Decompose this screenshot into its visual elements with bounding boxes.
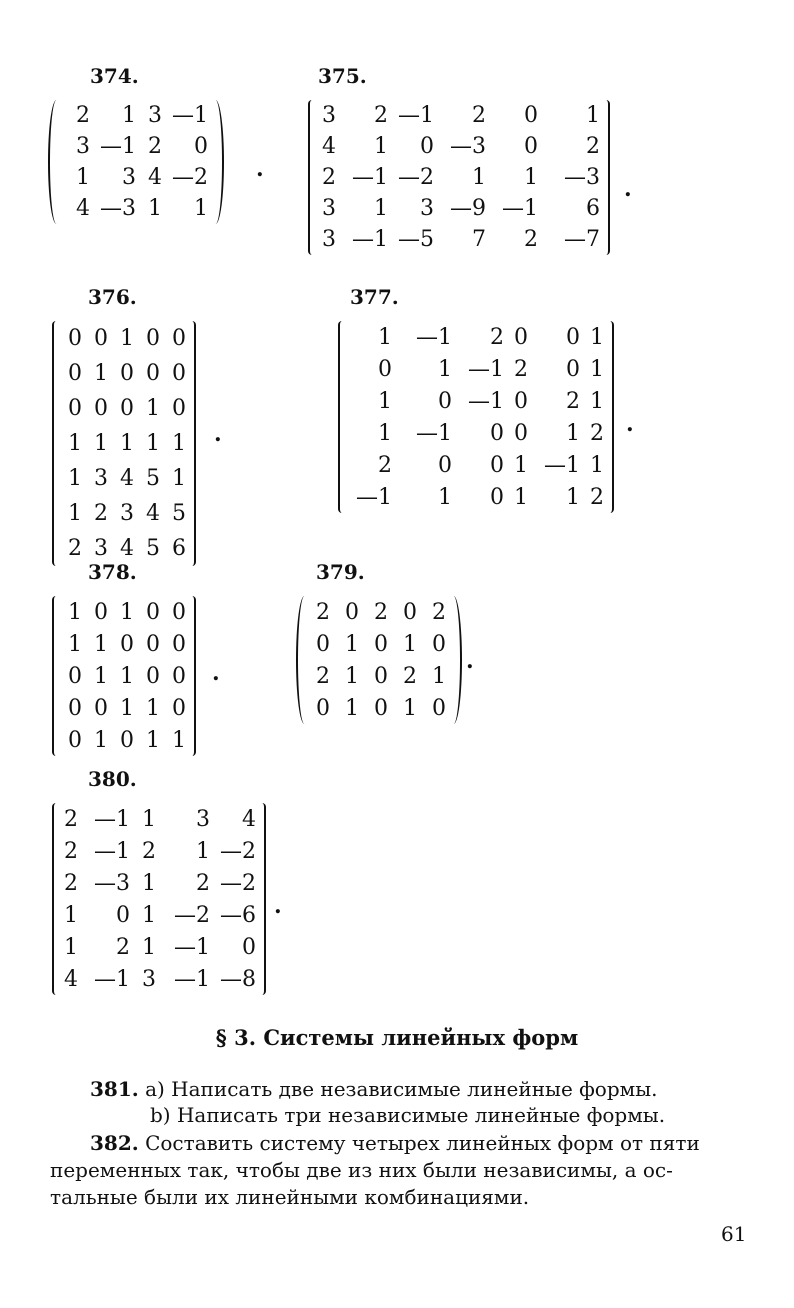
problem-381-line-a	[90, 1075, 657, 1103]
trailing-dot: .	[626, 411, 634, 437]
matrix-cell: 6	[586, 196, 600, 221]
trailing-dot: .	[256, 156, 264, 182]
problem-374	[48, 64, 278, 244]
matrix-cell: 1	[378, 388, 392, 414]
problem-382-text-1: Составить систему четырех линейных форм от пяти	[145, 1131, 700, 1155]
matrix-cell: 1	[345, 663, 359, 689]
matrix-cell: 4	[120, 466, 134, 491]
matrix-cell: 0	[94, 695, 108, 721]
matrix-cell: 0	[68, 663, 82, 689]
matrix-cell: 1	[120, 695, 134, 721]
matrix	[52, 321, 196, 566]
matrix-row	[62, 692, 186, 724]
matrix-cell: 0	[378, 356, 392, 382]
matrix-cell: —2	[172, 165, 208, 190]
matrix-cell: 0	[374, 663, 388, 689]
section-heading: § 3. Системы линейных форм	[215, 1025, 579, 1050]
matrix-cell: 0	[490, 484, 504, 510]
matrix-cell: 1	[76, 165, 90, 190]
matrix-cell: 2	[142, 838, 156, 864]
matrix-cell: 1	[472, 165, 486, 190]
left-bracket	[52, 596, 60, 756]
problem-number: 379.	[316, 560, 365, 584]
matrix-cell: 0	[514, 388, 528, 414]
matrix-cell: —3	[450, 134, 486, 159]
right-bracket	[602, 100, 610, 255]
matrix-cell: 3	[420, 196, 434, 221]
matrix-cell: 3	[322, 103, 336, 128]
matrix-cell: 0	[172, 695, 186, 721]
matrix-cell: 1	[345, 631, 359, 657]
matrix-cell: 0	[490, 452, 504, 478]
right-bracket	[258, 803, 266, 995]
matrix-cell: 1	[345, 695, 359, 721]
matrix-cell: 4	[146, 501, 160, 526]
matrix-cell: —1	[174, 966, 210, 992]
matrix-cell: 1	[374, 196, 388, 221]
matrix-cell: 3	[122, 165, 136, 190]
matrix-row	[62, 660, 186, 692]
matrix-row	[318, 162, 600, 193]
matrix-cell: 0	[194, 134, 208, 159]
matrix-cell: —3	[100, 196, 136, 221]
matrix-cell: 0	[403, 599, 417, 625]
matrix-cell: —2	[398, 165, 434, 190]
matrix-cell: 0	[120, 396, 134, 421]
matrix-cell: 4	[148, 165, 162, 190]
matrix-cell: —2	[174, 902, 210, 928]
matrix-body	[62, 596, 186, 756]
matrix-cell: —2	[220, 870, 256, 896]
matrix-cell: 0	[172, 599, 186, 625]
left-parenthesis	[296, 596, 310, 724]
matrix-cell: 1	[94, 663, 108, 689]
matrix-cell: 2	[514, 356, 528, 382]
matrix-cell: 0	[172, 663, 186, 689]
matrix-row	[312, 660, 446, 692]
matrix-body	[348, 321, 604, 513]
matrix-cell: —2	[220, 838, 256, 864]
matrix-cell: 1	[94, 361, 108, 386]
problem-381-part-a: a) Написать две независимые линейные формы.	[145, 1077, 658, 1101]
matrix-cell: —8	[220, 966, 256, 992]
matrix-cell: 1	[514, 484, 528, 510]
matrix-cell: —1	[174, 934, 210, 960]
matrix-cell: 2	[432, 599, 446, 625]
matrix-cell: 0	[120, 361, 134, 386]
trailing-dot: .	[214, 421, 222, 447]
matrix-cell: 1	[68, 466, 82, 491]
matrix-cell: —1	[356, 484, 392, 510]
right-parenthesis	[210, 100, 224, 224]
matrix-cell: 3	[76, 134, 90, 159]
matrix-body	[312, 596, 446, 724]
matrix-grid	[64, 100, 208, 224]
matrix-row	[62, 461, 186, 496]
matrix-cell: 0	[438, 452, 452, 478]
matrix-cell: 1	[64, 902, 78, 928]
matrix-body	[64, 100, 208, 224]
matrix-cell: 1	[120, 599, 134, 625]
matrix-cell: 1	[514, 452, 528, 478]
matrix-cell: 0	[146, 361, 160, 386]
matrix-cell: 1	[68, 431, 82, 456]
matrix-cell: 2	[148, 134, 162, 159]
matrix-cell: 2	[64, 806, 78, 832]
matrix-cell: —1	[468, 388, 504, 414]
matrix-cell: 4	[242, 806, 256, 832]
matrix-cell: 1	[378, 324, 392, 350]
matrix-cell: 3	[322, 227, 336, 252]
matrix-cell: 2	[68, 536, 82, 561]
matrix-row	[62, 496, 186, 531]
matrix-cell: 2	[378, 452, 392, 478]
trailing-dot: .	[466, 648, 474, 674]
matrix-cell: 3	[94, 466, 108, 491]
matrix-cell: 1	[146, 727, 160, 753]
matrix-row	[64, 193, 208, 224]
matrix	[296, 596, 462, 724]
matrix-cell: 0	[120, 631, 134, 657]
matrix-cell: 0	[524, 134, 538, 159]
matrix-cell: 1	[68, 631, 82, 657]
matrix-cell: 1	[122, 103, 136, 128]
matrix-cell: 1	[146, 396, 160, 421]
matrix-cell: 3	[94, 536, 108, 561]
matrix-cell: 0	[316, 631, 330, 657]
matrix-row	[318, 131, 600, 162]
matrix-cell: 4	[120, 536, 134, 561]
matrix-cell: 2	[590, 420, 604, 446]
problem-number: 377.	[350, 285, 399, 309]
matrix-row	[62, 724, 186, 756]
matrix-cell: 1	[438, 356, 452, 382]
matrix-row	[62, 596, 186, 628]
left-bracket	[52, 803, 60, 995]
matrix-cell: 1	[68, 599, 82, 625]
matrix-row	[64, 100, 208, 131]
matrix-row	[62, 426, 186, 461]
matrix-cell: 2	[374, 103, 388, 128]
matrix-cell: 1	[94, 631, 108, 657]
matrix-cell: 4	[76, 196, 90, 221]
matrix-cell: 1	[68, 501, 82, 526]
matrix-cell: 0	[68, 695, 82, 721]
matrix-cell: 0	[345, 599, 359, 625]
trailing-dot: .	[212, 660, 220, 686]
matrix-cell: —5	[398, 227, 434, 252]
problem-381-number: 381.	[90, 1077, 139, 1101]
matrix-row	[62, 931, 256, 963]
matrix-cell: 1	[172, 466, 186, 491]
left-bracket	[308, 100, 316, 255]
matrix-cell: 1	[566, 420, 580, 446]
matrix-cell: 1	[64, 934, 78, 960]
matrix	[338, 321, 614, 513]
matrix-cell: 1	[196, 838, 210, 864]
matrix-row	[312, 596, 446, 628]
matrix-cell: —1	[94, 838, 130, 864]
matrix-cell: —1	[94, 806, 130, 832]
matrix-grid	[318, 100, 600, 255]
matrix-cell: 1	[432, 663, 446, 689]
matrix-cell: 0	[566, 356, 580, 382]
matrix-cell: 2	[374, 599, 388, 625]
problem-381-part-b: b) Написать три независимые линейные формы.	[150, 1103, 666, 1127]
matrix-cell: —1	[416, 420, 452, 446]
matrix-cell: 0	[432, 631, 446, 657]
matrix-row	[318, 224, 600, 255]
matrix-grid	[62, 321, 186, 566]
matrix-cell: 1	[148, 196, 162, 221]
right-bracket	[188, 321, 196, 566]
matrix-cell: 0	[524, 103, 538, 128]
matrix-cell: 0	[146, 631, 160, 657]
matrix-cell: 5	[172, 501, 186, 526]
matrix-cell: —1	[352, 165, 388, 190]
left-parenthesis	[48, 100, 62, 224]
right-bracket	[606, 321, 614, 513]
matrix-row	[348, 417, 604, 449]
problem-number: 374.	[90, 64, 139, 88]
matrix-cell: 0	[172, 326, 186, 351]
matrix-cell: —9	[450, 196, 486, 221]
problem-number: 378.	[88, 560, 137, 584]
matrix-cell: —1	[544, 452, 580, 478]
matrix-cell: 0	[120, 727, 134, 753]
matrix-cell: 2	[586, 134, 600, 159]
matrix-cell: 2	[524, 227, 538, 252]
matrix-row	[348, 385, 604, 417]
matrix-cell: 3	[148, 103, 162, 128]
trailing-dot: .	[624, 176, 632, 202]
matrix-cell: —1	[352, 227, 388, 252]
matrix-cell: —1	[172, 103, 208, 128]
matrix-cell: 0	[172, 361, 186, 386]
matrix-row	[348, 449, 604, 481]
matrix-cell: 2	[403, 663, 417, 689]
matrix-row	[312, 692, 446, 724]
matrix-cell: —1	[94, 966, 130, 992]
matrix-cell: 0	[374, 631, 388, 657]
matrix	[48, 100, 224, 224]
matrix-cell: 0	[514, 324, 528, 350]
matrix-row	[62, 356, 186, 391]
matrix-cell: 2	[94, 501, 108, 526]
matrix-row	[318, 193, 600, 224]
problem-375	[308, 64, 648, 274]
matrix-cell: 1	[142, 806, 156, 832]
matrix-cell: 4	[64, 966, 78, 992]
matrix-cell: 0	[146, 326, 160, 351]
matrix-cell: 0	[94, 599, 108, 625]
problem-number: 376.	[88, 285, 137, 309]
matrix-cell: 1	[590, 356, 604, 382]
matrix-grid	[348, 321, 604, 513]
matrix-cell: —1	[468, 356, 504, 382]
matrix	[52, 803, 266, 995]
matrix-cell: 1	[403, 695, 417, 721]
matrix-cell: 1	[142, 902, 156, 928]
matrix-cell: 0	[242, 934, 256, 960]
matrix-cell: 0	[68, 396, 82, 421]
matrix-cell: 5	[146, 536, 160, 561]
problem-378	[52, 560, 242, 760]
matrix-cell: —1	[100, 134, 136, 159]
matrix-row	[348, 321, 604, 353]
matrix-body	[62, 321, 186, 566]
left-bracket	[338, 321, 346, 513]
problem-379	[296, 560, 496, 730]
problem-376	[52, 285, 242, 561]
matrix-cell: 0	[374, 695, 388, 721]
problem-382-line-2	[50, 1156, 673, 1184]
matrix-cell: 2	[76, 103, 90, 128]
problem-number: 375.	[318, 64, 367, 88]
matrix-cell: 3	[196, 806, 210, 832]
matrix-cell: 1	[438, 484, 452, 510]
problem-380	[52, 767, 302, 1007]
matrix-cell: 1	[524, 165, 538, 190]
matrix-cell: 0	[438, 388, 452, 414]
matrix-cell: —3	[94, 870, 130, 896]
matrix-cell: 2	[316, 663, 330, 689]
matrix-row	[62, 899, 256, 931]
matrix-cell: 1	[146, 695, 160, 721]
problem-382-text-2: переменных так, чтобы две из них были независимы, а ос-	[50, 1158, 673, 1182]
matrix-cell: 0	[514, 420, 528, 446]
matrix-cell: 0	[68, 727, 82, 753]
matrix-cell: 1	[194, 196, 208, 221]
matrix-row	[62, 835, 256, 867]
matrix-cell: 0	[432, 695, 446, 721]
matrix-row	[348, 481, 604, 513]
matrix-cell: 0	[146, 599, 160, 625]
matrix-grid	[62, 596, 186, 756]
matrix-cell: 1	[120, 663, 134, 689]
problem-382-line-1	[90, 1129, 700, 1157]
right-parenthesis	[448, 596, 462, 724]
problem-number: 380.	[88, 767, 137, 791]
matrix-cell: 3	[120, 501, 134, 526]
matrix-cell: 1	[403, 631, 417, 657]
matrix-cell: 0	[68, 361, 82, 386]
matrix-cell: 2	[64, 838, 78, 864]
matrix-grid	[312, 596, 446, 724]
matrix-cell: —7	[564, 227, 600, 252]
matrix-cell: 2	[566, 388, 580, 414]
matrix-cell: 1	[146, 431, 160, 456]
matrix-cell: 1	[566, 484, 580, 510]
matrix-row	[62, 963, 256, 995]
matrix-row	[62, 867, 256, 899]
matrix-cell: 1	[94, 727, 108, 753]
matrix-cell: —1	[398, 103, 434, 128]
matrix-row	[62, 321, 186, 356]
matrix-cell: 1	[142, 870, 156, 896]
problem-382-line-3	[50, 1183, 529, 1211]
matrix-cell: 0	[316, 695, 330, 721]
matrix-row	[312, 628, 446, 660]
matrix-cell: 2	[322, 165, 336, 190]
matrix-cell: 1	[378, 420, 392, 446]
matrix-cell: 2	[316, 599, 330, 625]
matrix-cell: 7	[472, 227, 486, 252]
matrix-cell: 6	[172, 536, 186, 561]
matrix-cell: 0	[172, 396, 186, 421]
matrix-row	[318, 100, 600, 131]
matrix-cell: 1	[120, 431, 134, 456]
matrix-cell: 2	[472, 103, 486, 128]
matrix-cell: 0	[94, 326, 108, 351]
matrix-cell: 4	[322, 134, 336, 159]
matrix-cell: 1	[172, 727, 186, 753]
matrix-cell: 0	[566, 324, 580, 350]
matrix-row	[62, 628, 186, 660]
matrix-cell: 1	[590, 452, 604, 478]
problem-382-number: 382.	[90, 1131, 139, 1155]
matrix-cell: 2	[64, 870, 78, 896]
matrix-grid	[62, 803, 256, 995]
matrix-cell: 0	[68, 326, 82, 351]
matrix-cell: —3	[564, 165, 600, 190]
left-bracket	[52, 321, 60, 566]
matrix-cell: 0	[146, 663, 160, 689]
matrix-cell: 1	[590, 388, 604, 414]
matrix-cell: 2	[196, 870, 210, 896]
matrix-row	[64, 131, 208, 162]
matrix-cell: 1	[586, 103, 600, 128]
matrix-row	[62, 391, 186, 426]
matrix-cell: 2	[116, 934, 130, 960]
matrix	[308, 100, 610, 255]
matrix	[52, 596, 196, 756]
trailing-dot: .	[274, 893, 282, 919]
matrix-cell: 0	[172, 631, 186, 657]
matrix-body	[62, 803, 256, 995]
matrix-cell: 2	[490, 324, 504, 350]
matrix-cell: —6	[220, 902, 256, 928]
matrix-cell: 0	[490, 420, 504, 446]
matrix-cell: 1	[120, 326, 134, 351]
matrix-cell: 1	[94, 431, 108, 456]
problem-381-line-b	[150, 1101, 665, 1129]
matrix-row	[348, 353, 604, 385]
matrix-cell: 0	[116, 902, 130, 928]
matrix-cell: 5	[146, 466, 160, 491]
page-number: 61	[721, 1222, 747, 1246]
matrix-cell: —1	[502, 196, 538, 221]
matrix-body	[318, 100, 600, 255]
problem-377	[338, 285, 648, 525]
matrix-cell: 2	[590, 484, 604, 510]
matrix-cell: 0	[94, 396, 108, 421]
matrix-row	[62, 803, 256, 835]
matrix-row	[64, 162, 208, 193]
right-bracket	[188, 596, 196, 756]
problem-382-text-3: тальные были их линейными комбинациями.	[50, 1185, 530, 1209]
matrix-cell: 0	[420, 134, 434, 159]
matrix-cell: 3	[322, 196, 336, 221]
matrix-cell: 1	[374, 134, 388, 159]
matrix-cell: —1	[416, 324, 452, 350]
matrix-cell: 1	[172, 431, 186, 456]
matrix-cell: 3	[142, 966, 156, 992]
matrix-cell: 1	[590, 324, 604, 350]
matrix-cell: 1	[142, 934, 156, 960]
